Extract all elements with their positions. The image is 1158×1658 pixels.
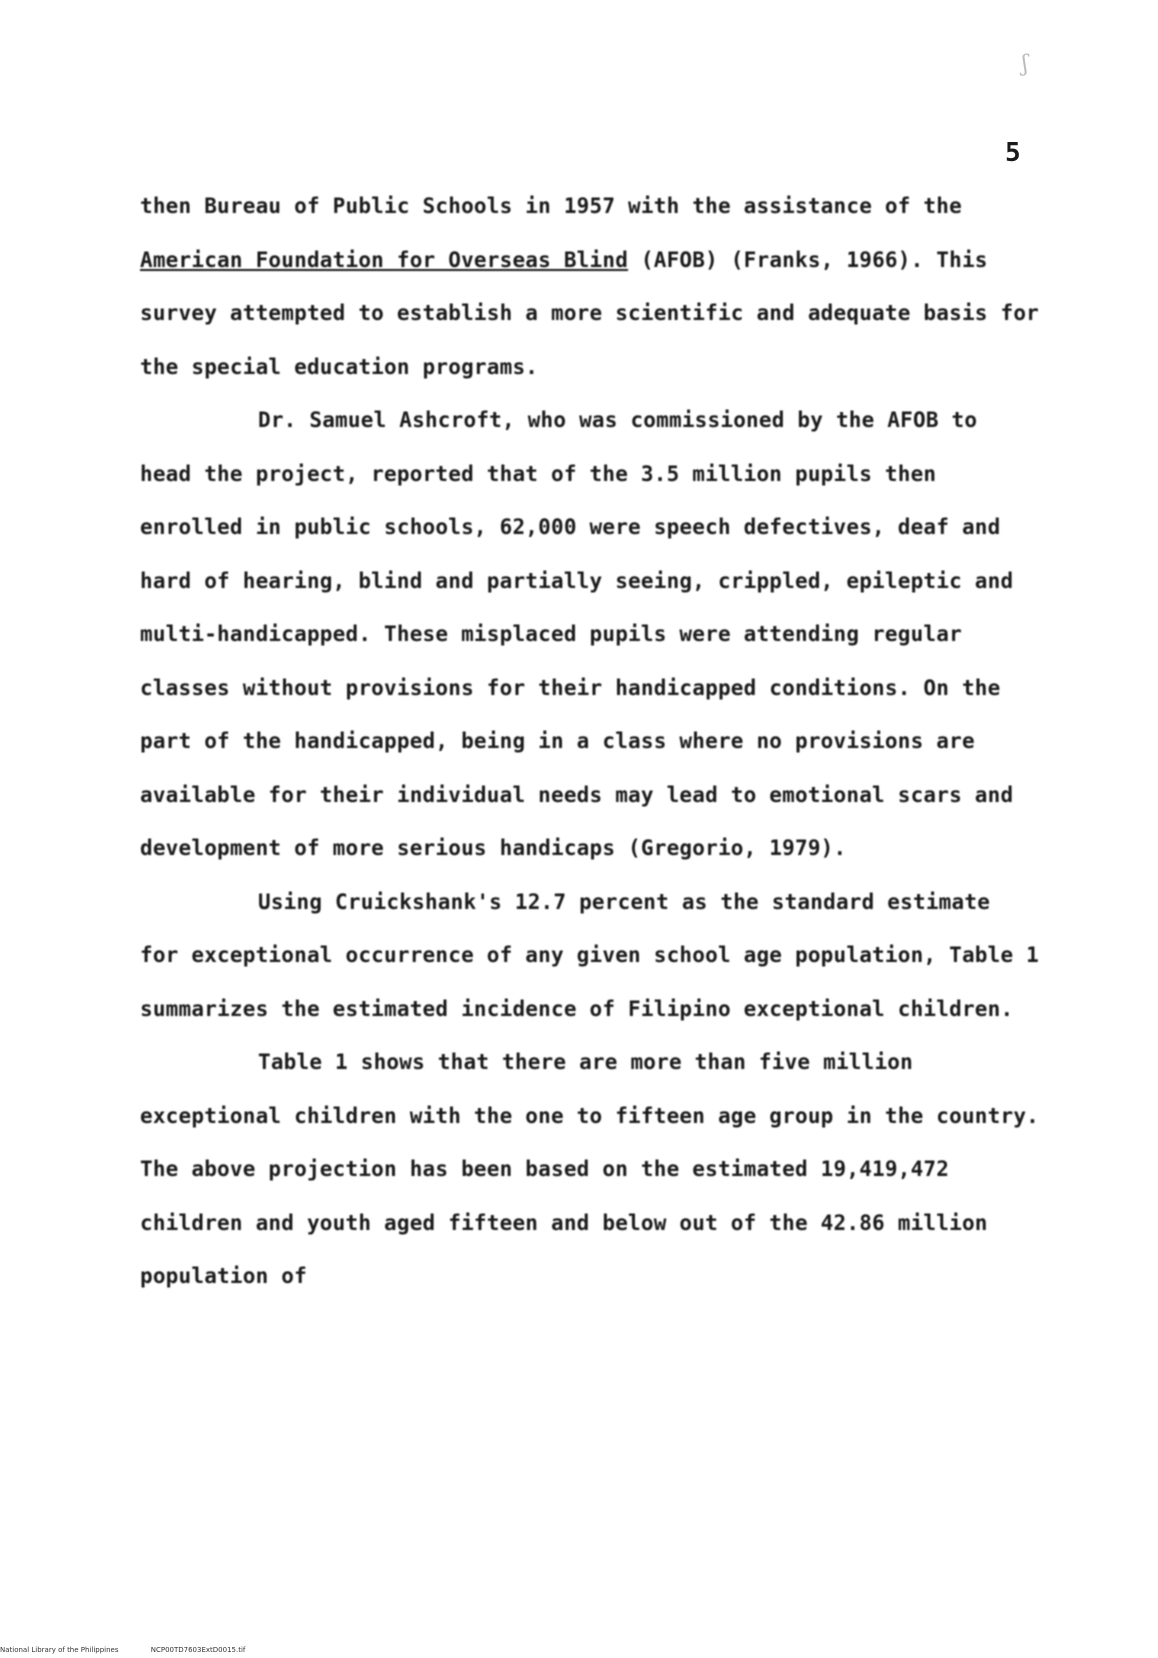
paragraph — [140, 180, 1040, 394]
footer-source: National Library of the Philippines — [0, 1646, 119, 1654]
paragraph — [140, 876, 1040, 1037]
document-body — [140, 180, 1040, 1304]
paragraph-text: Dr. Samuel Ashcroft, who was commissioned by the AFOB to head the project, reported that of the 3.5 million pupils then enrolled in public schools, 62,000 were speech defectives, deaf and hard of hearing, blind and partially seeing, crippled, epileptic and multi-handicapped. These misplaced pupils were attending regular classes without provisions for their handicapped conditions. On the part of the handicapped, being in a class where no provisions are available for their individual needs may lead to emotional scars and development of more serious handicaps (Gregorio, 1979). — [140, 408, 1014, 860]
scan-artifact-mark: ʃ — [1022, 52, 1028, 77]
footer-file-id: NCP00TD7603ExtD0015.tif — [150, 1646, 246, 1654]
paragraph — [140, 1036, 1040, 1304]
paragraph-text: then Bureau of Public Schools in 1957 with the assistance of the — [140, 194, 962, 218]
paragraph — [140, 394, 1040, 876]
scan-footer — [0, 1646, 245, 1654]
paragraph-text: (AFOB) (Franks, 1966). This survey attempted to establish a more scientific and adequate basis for the special education programs. — [140, 247, 1040, 379]
underlined-title: American Foundation for Overseas Blind — [140, 247, 629, 272]
page-number: 5 — [1005, 138, 1021, 168]
paragraph-text: Table 1 shows that there are more than five million exceptional children with the one to fifteen age group in the country. The above projection has been based on the estimated 19,419,472 children and youth aged fifteen and below out of the 42.86 million population of — [140, 1050, 1040, 1288]
paragraph-text: Using Cruickshank's 12.7 percent as the standard estimate for exceptional occurrence of any given school age population, Table 1 summarizes the estimated incidence of Filipino exceptional children. — [140, 889, 1040, 1021]
